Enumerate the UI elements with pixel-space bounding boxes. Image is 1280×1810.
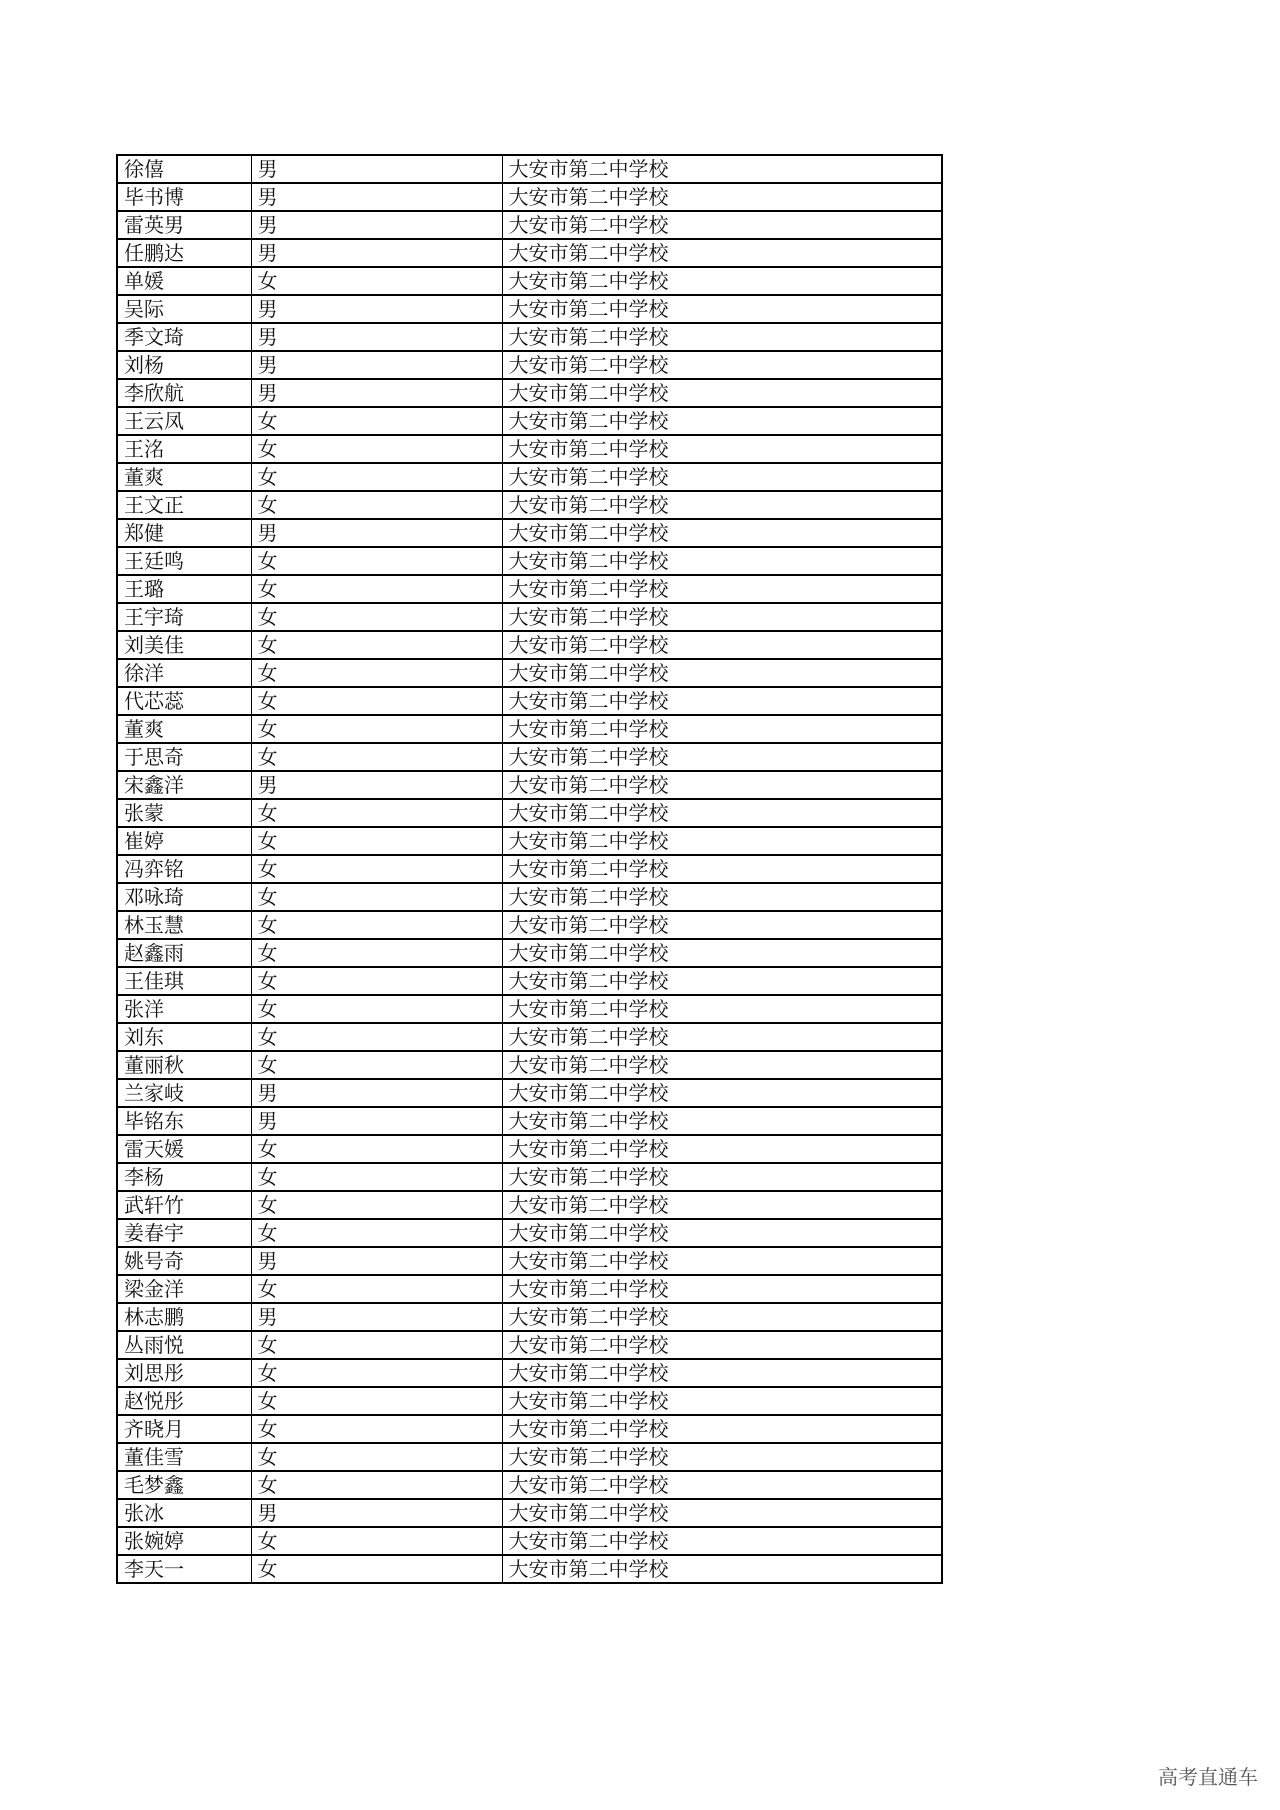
school-cell: 大安市第二中学校: [502, 575, 942, 603]
table-row: [117, 1387, 942, 1415]
student-name-cell: 姚号奇: [117, 1247, 251, 1275]
gender-cell: 女: [251, 407, 502, 435]
school-cell: 大安市第二中学校: [502, 1023, 942, 1051]
student-name-cell: 董爽: [117, 463, 251, 491]
gender-cell: 女: [251, 687, 502, 715]
gender-cell: 女: [251, 799, 502, 827]
gender-cell: 女: [251, 603, 502, 631]
table-row: [117, 715, 942, 743]
school-cell: 大安市第二中学校: [502, 1051, 942, 1079]
student-name-cell: 李杨: [117, 1163, 251, 1191]
gender-cell: 女: [251, 1331, 502, 1359]
school-cell: 大安市第二中学校: [502, 715, 942, 743]
table-row: [117, 519, 942, 547]
school-cell: 大安市第二中学校: [502, 1079, 942, 1107]
gender-cell: 女: [251, 1471, 502, 1499]
school-cell: 大安市第二中学校: [502, 491, 942, 519]
school-cell: 大安市第二中学校: [502, 911, 942, 939]
gender-cell: 女: [251, 1191, 502, 1219]
table-row: [117, 211, 942, 239]
gender-cell: 女: [251, 1135, 502, 1163]
school-cell: 大安市第二中学校: [502, 995, 942, 1023]
table-row: [117, 1135, 942, 1163]
school-cell: 大安市第二中学校: [502, 743, 942, 771]
table-row: [117, 407, 942, 435]
gender-cell: 女: [251, 967, 502, 995]
table-row: [117, 855, 942, 883]
table-row: [117, 1023, 942, 1051]
student-name-cell: 张冰: [117, 1499, 251, 1527]
student-name-cell: 雷天媛: [117, 1135, 251, 1163]
table-row: [117, 1359, 942, 1387]
table-row: [117, 1415, 942, 1443]
table-row: [117, 631, 942, 659]
school-cell: 大安市第二中学校: [502, 855, 942, 883]
table-row: [117, 1247, 942, 1275]
school-cell: 大安市第二中学校: [502, 603, 942, 631]
student-name-cell: 代芯蕊: [117, 687, 251, 715]
gender-cell: 女: [251, 1443, 502, 1471]
student-name-cell: 毛梦鑫: [117, 1471, 251, 1499]
school-cell: 大安市第二中学校: [502, 211, 942, 239]
table-row: [117, 1051, 942, 1079]
table-row: [117, 575, 942, 603]
table-row: [117, 1555, 942, 1583]
table-row: [117, 911, 942, 939]
gender-cell: 女: [251, 995, 502, 1023]
school-cell: 大安市第二中学校: [502, 1247, 942, 1275]
school-cell: 大安市第二中学校: [502, 1471, 942, 1499]
school-cell: 大安市第二中学校: [502, 1135, 942, 1163]
school-cell: 大安市第二中学校: [502, 267, 942, 295]
school-cell: 大安市第二中学校: [502, 183, 942, 211]
student-name-cell: 刘思彤: [117, 1359, 251, 1387]
gender-cell: 男: [251, 351, 502, 379]
school-cell: 大安市第二中学校: [502, 547, 942, 575]
school-cell: 大安市第二中学校: [502, 1219, 942, 1247]
gender-cell: 女: [251, 435, 502, 463]
school-cell: 大安市第二中学校: [502, 1163, 942, 1191]
table-row: [117, 351, 942, 379]
student-name-cell: 李天一: [117, 1555, 251, 1583]
student-name-cell: 吴际: [117, 295, 251, 323]
gender-cell: 女: [251, 659, 502, 687]
gender-cell: 男: [251, 1499, 502, 1527]
school-cell: 大安市第二中学校: [502, 1555, 942, 1583]
watermark-text: 高考直通车: [1158, 1765, 1258, 1789]
table-row: [117, 659, 942, 687]
table-row: [117, 323, 942, 351]
school-cell: 大安市第二中学校: [502, 519, 942, 547]
student-name-cell: 武轩竹: [117, 1191, 251, 1219]
school-cell: 大安市第二中学校: [502, 1331, 942, 1359]
school-cell: 大安市第二中学校: [502, 407, 942, 435]
gender-cell: 女: [251, 1555, 502, 1583]
student-name-cell: 丛雨悦: [117, 1331, 251, 1359]
student-name-cell: 赵鑫雨: [117, 939, 251, 967]
table-row: [117, 295, 942, 323]
table-row: [117, 939, 942, 967]
school-cell: 大安市第二中学校: [502, 1443, 942, 1471]
table-row: [117, 1527, 942, 1555]
student-name-cell: 兰家岐: [117, 1079, 251, 1107]
student-name-cell: 董丽秋: [117, 1051, 251, 1079]
school-cell: 大安市第二中学校: [502, 1415, 942, 1443]
school-cell: 大安市第二中学校: [502, 827, 942, 855]
school-cell: 大安市第二中学校: [502, 435, 942, 463]
student-name-cell: 郑健: [117, 519, 251, 547]
gender-cell: 女: [251, 1219, 502, 1247]
school-cell: 大安市第二中学校: [502, 155, 942, 183]
school-cell: 大安市第二中学校: [502, 323, 942, 351]
gender-cell: 女: [251, 743, 502, 771]
school-cell: 大安市第二中学校: [502, 1387, 942, 1415]
student-name-cell: 董爽: [117, 715, 251, 743]
table-row: [117, 967, 942, 995]
student-name-cell: 宋鑫洋: [117, 771, 251, 799]
school-cell: 大安市第二中学校: [502, 1107, 942, 1135]
student-name-cell: 王佳琪: [117, 967, 251, 995]
table-row: [117, 435, 942, 463]
table-row: [117, 1219, 942, 1247]
gender-cell: 男: [251, 1107, 502, 1135]
gender-cell: 女: [251, 463, 502, 491]
student-name-cell: 王宇琦: [117, 603, 251, 631]
table-row: [117, 687, 942, 715]
student-name-cell: 崔婷: [117, 827, 251, 855]
gender-cell: 女: [251, 1051, 502, 1079]
gender-cell: 女: [251, 911, 502, 939]
gender-cell: 女: [251, 883, 502, 911]
table-row: [117, 995, 942, 1023]
table-row: [117, 1275, 942, 1303]
school-cell: 大安市第二中学校: [502, 939, 942, 967]
gender-cell: 女: [251, 939, 502, 967]
gender-cell: 女: [251, 491, 502, 519]
student-name-cell: 林玉慧: [117, 911, 251, 939]
student-name-cell: 齐晓月: [117, 1415, 251, 1443]
table-row: [117, 155, 942, 183]
school-cell: 大安市第二中学校: [502, 1303, 942, 1331]
school-cell: 大安市第二中学校: [502, 659, 942, 687]
gender-cell: 男: [251, 155, 502, 183]
table-row: [117, 183, 942, 211]
gender-cell: 女: [251, 1163, 502, 1191]
gender-cell: 男: [251, 183, 502, 211]
gender-cell: 女: [251, 1387, 502, 1415]
school-cell: 大安市第二中学校: [502, 687, 942, 715]
gender-cell: 女: [251, 1023, 502, 1051]
gender-cell: 女: [251, 827, 502, 855]
table-row: [117, 239, 942, 267]
gender-cell: 女: [251, 547, 502, 575]
gender-cell: 女: [251, 1359, 502, 1387]
student-name-cell: 毕书博: [117, 183, 251, 211]
gender-cell: 男: [251, 239, 502, 267]
school-cell: 大安市第二中学校: [502, 463, 942, 491]
table-row: [117, 1163, 942, 1191]
gender-cell: 女: [251, 1415, 502, 1443]
table-row: [117, 491, 942, 519]
student-name-cell: 张婉婷: [117, 1527, 251, 1555]
student-name-cell: 王洺: [117, 435, 251, 463]
school-cell: 大安市第二中学校: [502, 1527, 942, 1555]
table-row: [117, 1191, 942, 1219]
table-row: [117, 267, 942, 295]
school-cell: 大安市第二中学校: [502, 771, 942, 799]
student-name-cell: 梁金洋: [117, 1275, 251, 1303]
student-name-cell: 刘杨: [117, 351, 251, 379]
student-name-cell: 赵悦彤: [117, 1387, 251, 1415]
gender-cell: 女: [251, 631, 502, 659]
student-name-cell: 林志鹏: [117, 1303, 251, 1331]
student-name-cell: 任鹏达: [117, 239, 251, 267]
roster-table-body: [117, 155, 942, 1583]
student-name-cell: 姜春宇: [117, 1219, 251, 1247]
student-name-cell: 单媛: [117, 267, 251, 295]
student-name-cell: 王文正: [117, 491, 251, 519]
student-name-cell: 冯弈铭: [117, 855, 251, 883]
school-cell: 大安市第二中学校: [502, 295, 942, 323]
student-name-cell: 邓咏琦: [117, 883, 251, 911]
student-name-cell: 季文琦: [117, 323, 251, 351]
table-row: [117, 1107, 942, 1135]
table-row: [117, 799, 942, 827]
table-row: [117, 1499, 942, 1527]
gender-cell: 女: [251, 1275, 502, 1303]
gender-cell: 男: [251, 1247, 502, 1275]
table-row: [117, 603, 942, 631]
school-cell: 大安市第二中学校: [502, 379, 942, 407]
table-row: [117, 379, 942, 407]
student-name-cell: 王云凤: [117, 407, 251, 435]
school-cell: 大安市第二中学校: [502, 883, 942, 911]
table-row: [117, 1443, 942, 1471]
gender-cell: 女: [251, 575, 502, 603]
table-row: [117, 1471, 942, 1499]
gender-cell: 女: [251, 855, 502, 883]
student-name-cell: 张蒙: [117, 799, 251, 827]
gender-cell: 女: [251, 715, 502, 743]
gender-cell: 男: [251, 295, 502, 323]
school-cell: 大安市第二中学校: [502, 1191, 942, 1219]
student-name-cell: 李欣航: [117, 379, 251, 407]
table-row: [117, 1079, 942, 1107]
school-cell: 大安市第二中学校: [502, 351, 942, 379]
table-row: [117, 771, 942, 799]
table-row: [117, 743, 942, 771]
student-name-cell: 于思奇: [117, 743, 251, 771]
gender-cell: 女: [251, 267, 502, 295]
student-name-cell: 雷英男: [117, 211, 251, 239]
gender-cell: 男: [251, 323, 502, 351]
table-row: [117, 463, 942, 491]
gender-cell: 男: [251, 379, 502, 407]
table-row: [117, 883, 942, 911]
roster-table: [116, 154, 943, 1584]
student-name-cell: 刘美佳: [117, 631, 251, 659]
gender-cell: 男: [251, 519, 502, 547]
school-cell: 大安市第二中学校: [502, 799, 942, 827]
student-name-cell: 徐僖: [117, 155, 251, 183]
table-row: [117, 827, 942, 855]
student-name-cell: 刘东: [117, 1023, 251, 1051]
table-row: [117, 1303, 942, 1331]
student-name-cell: 张洋: [117, 995, 251, 1023]
school-cell: 大安市第二中学校: [502, 1499, 942, 1527]
school-cell: 大安市第二中学校: [502, 631, 942, 659]
student-name-cell: 董佳雪: [117, 1443, 251, 1471]
school-cell: 大安市第二中学校: [502, 967, 942, 995]
gender-cell: 男: [251, 1303, 502, 1331]
student-name-cell: 王廷鸣: [117, 547, 251, 575]
school-cell: 大安市第二中学校: [502, 1359, 942, 1387]
gender-cell: 男: [251, 771, 502, 799]
gender-cell: 女: [251, 1527, 502, 1555]
student-name-cell: 王璐: [117, 575, 251, 603]
school-cell: 大安市第二中学校: [502, 1275, 942, 1303]
student-name-cell: 毕铭东: [117, 1107, 251, 1135]
table-row: [117, 1331, 942, 1359]
student-name-cell: 徐洋: [117, 659, 251, 687]
table-row: [117, 547, 942, 575]
gender-cell: 男: [251, 211, 502, 239]
school-cell: 大安市第二中学校: [502, 239, 942, 267]
gender-cell: 男: [251, 1079, 502, 1107]
